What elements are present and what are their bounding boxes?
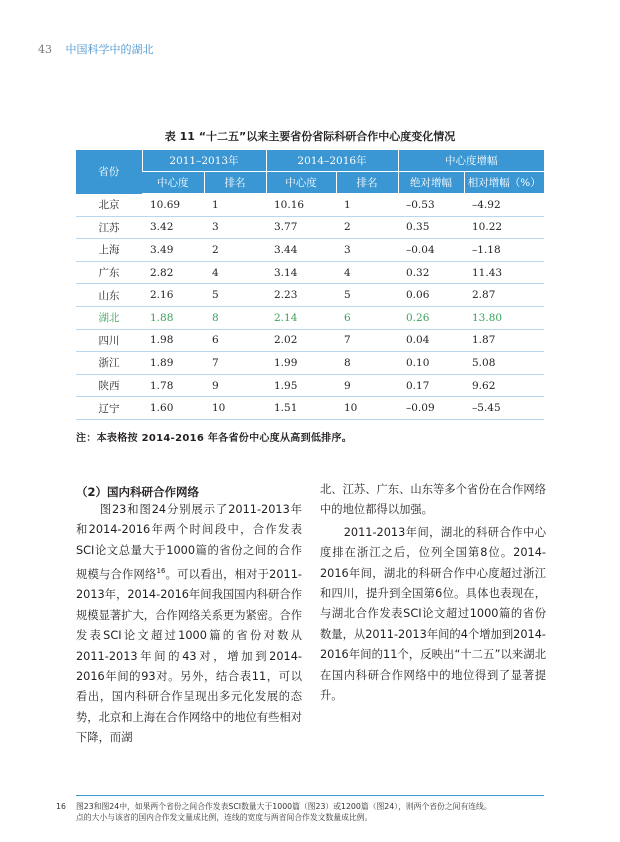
cell-centrality-2: 2.02: [266, 329, 336, 352]
cell-centrality-1: 1.60: [142, 397, 204, 420]
cell-rel-growth: 11.43: [464, 261, 544, 284]
table-row: [76, 306, 544, 329]
cell-abs-growth: –0.09: [398, 397, 464, 420]
cell-rank-1: 7: [204, 352, 266, 375]
header-rank-2: 排名: [336, 172, 398, 194]
section-heading: （2）国内科研合作网络: [76, 485, 200, 499]
cell-abs-growth: 0.32: [398, 261, 464, 284]
cell-rank-1: 10: [204, 397, 266, 420]
footnote-text-1: 图23和图24中，如果两个省份之间合作发表SCI数量大于1000篇（图23）或1200篇（图24），则两个省份之间有连线。: [76, 802, 492, 811]
cell-centrality-2: 1.95: [266, 374, 336, 397]
page-number: 43: [38, 43, 52, 56]
cell-rank-1: 8: [204, 306, 266, 329]
cell-province: 陕西: [76, 374, 142, 397]
cell-province: 广东: [76, 261, 142, 284]
footnote-line-2: 点的大小与该省的国内合作发文量成比例，连线的宽度与两省间合作发文数量成比例。: [76, 813, 373, 822]
cell-abs-growth: –0.04: [398, 239, 464, 262]
cell-abs-growth: 0.04: [398, 329, 464, 352]
cell-centrality-1: 10.69: [142, 194, 204, 217]
table-row: [76, 284, 544, 307]
running-header: [38, 41, 154, 57]
header-abs-growth: 绝对增幅: [398, 172, 464, 194]
footnote-rule: [76, 795, 544, 796]
cell-rank-1: 2: [204, 239, 266, 262]
centrality-table: [76, 150, 544, 420]
cell-abs-growth: 0.06: [398, 284, 464, 307]
cell-abs-growth: 0.35: [398, 216, 464, 239]
cell-centrality-1: 1.88: [142, 306, 204, 329]
cell-rel-growth: 1.87: [464, 329, 544, 352]
cell-centrality-1: 1.89: [142, 352, 204, 375]
cell-rel-growth: 10.22: [464, 216, 544, 239]
paragraph-1: [76, 500, 302, 749]
cell-centrality-1: 3.49: [142, 239, 204, 262]
cell-rel-growth: 9.62: [464, 374, 544, 397]
body-column-left: [76, 500, 302, 749]
cell-rank-2: 4: [336, 261, 398, 284]
header-centrality-2: 中心度: [266, 172, 336, 194]
table-row: [76, 329, 544, 352]
paragraph-1-continued: 北、江苏、广东、山东等多个省份在合作网络中的地位都得以加强。: [320, 483, 546, 517]
cell-province: 山东: [76, 284, 142, 307]
cell-province: 江苏: [76, 216, 142, 239]
table-row: [76, 194, 544, 217]
cell-rank-2: 1: [336, 194, 398, 217]
cell-rank-2: 2: [336, 216, 398, 239]
cell-rank-2: 3: [336, 239, 398, 262]
header-province: 省份: [76, 150, 142, 194]
cell-centrality-2: 3.44: [266, 239, 336, 262]
cell-province: 上海: [76, 239, 142, 262]
cell-rank-2: 8: [336, 352, 398, 375]
cell-province: 湖北: [76, 306, 142, 329]
cell-centrality-1: 2.82: [142, 261, 204, 284]
table-row: [76, 397, 544, 420]
cell-rank-1: 6: [204, 329, 266, 352]
cell-rank-1: 4: [204, 261, 266, 284]
cell-centrality-1: 2.16: [142, 284, 204, 307]
cell-centrality-1: 1.78: [142, 374, 204, 397]
cell-province: 北京: [76, 194, 142, 217]
table-row: [76, 239, 544, 262]
cell-centrality-2: 10.16: [266, 194, 336, 217]
table-row: [76, 261, 544, 284]
cell-centrality-2: 3.14: [266, 261, 336, 284]
table-note: 注：本表格按 2014-2016 年各省份中心度从高到低排序。: [76, 433, 353, 444]
cell-centrality-1: 3.42: [142, 216, 204, 239]
cell-rank-1: 1: [204, 194, 266, 217]
cell-abs-growth: 0.26: [398, 306, 464, 329]
cell-rank-2: 7: [336, 329, 398, 352]
cell-rank-2: 10: [336, 397, 398, 420]
cell-centrality-2: 1.99: [266, 352, 336, 375]
cell-rank-1: 3: [204, 216, 266, 239]
cell-abs-growth: 0.10: [398, 352, 464, 375]
cell-province: 四川: [76, 329, 142, 352]
header-rel-growth: 相对增幅（%）: [464, 172, 544, 194]
cell-rank-1: 5: [204, 284, 266, 307]
cell-rank-2: 5: [336, 284, 398, 307]
cell-abs-growth: 0.17: [398, 374, 464, 397]
paragraph-1-text-a: 图23和图24分别展示了2011-2013年和2014-2016年两个时间段中，合作发表SCI论文总量大于1000篇的省份之间的合作规模与合作网络: [76, 503, 302, 581]
header-rank-1: 排名: [204, 172, 266, 194]
cell-rank-1: 9: [204, 374, 266, 397]
cell-rank-2: 9: [336, 374, 398, 397]
header-period1: 2011–2013年: [142, 150, 266, 172]
cell-abs-growth: –0.53: [398, 194, 464, 217]
footnote-line-1: [56, 801, 556, 812]
footnote-ref: 16: [156, 567, 166, 576]
cell-province: 辽宁: [76, 397, 142, 420]
table-caption: 表 11 “十二五”以来主要省份省际科研合作中心度变化情况: [164, 130, 456, 143]
cell-centrality-2: 3.77: [266, 216, 336, 239]
cell-rank-2: 6: [336, 306, 398, 329]
cell-centrality-2: 1.51: [266, 397, 336, 420]
header-period2: 2014–2016年: [266, 150, 398, 172]
cell-rel-growth: 2.87: [464, 284, 544, 307]
table-row: [76, 374, 544, 397]
paragraph-2: 2011-2013年间，湖北的科研合作中心度排在浙江之后，位列全国第8位。2014-2016年间，湖北的科研合作中心度超过浙江和四川，提升到全国第6位。具体也表现在，与湖北合作发表SCI论文超过1000篇的省份数量，从2011-2013年间的4个增加到2014-2016年间的11个，反映出“十二五”以来湖北在国内科研合作网络中的地位得到了显著提升。: [320, 525, 546, 703]
cell-centrality-2: 2.14: [266, 306, 336, 329]
table-row: [76, 216, 544, 239]
footnote: [56, 801, 556, 823]
body-column-right: [320, 480, 546, 706]
cell-rel-growth: –4.92: [464, 194, 544, 217]
cell-rel-growth: 5.08: [464, 352, 544, 375]
cell-province: 浙江: [76, 352, 142, 375]
cell-centrality-1: 1.98: [142, 329, 204, 352]
header-centrality-1: 中心度: [142, 172, 204, 194]
header-growth: 中心度增幅: [398, 150, 544, 172]
cell-rel-growth: –1.18: [464, 239, 544, 262]
cell-rel-growth: –5.45: [464, 397, 544, 420]
cell-centrality-2: 2.23: [266, 284, 336, 307]
cell-rel-growth: 13.80: [464, 306, 544, 329]
running-title: 中国科学中的湖北: [65, 43, 154, 56]
footnote-number: 16: [56, 802, 66, 811]
paragraph-1-text-b: 。可以看出，相对于2011-2013年，2014-2016年间我国国内科研合作规模显著扩大，合作网络关系更为紧密。合作发表SCI论文超过1000篇的省份对数从2011-2013年间的43对，增加到2014-2016年间的93对。另外，结合表11，可以看出，国内科研合作呈现出多元化发展的态势，北京和上海在合作网络中的地位有些相对下降，而湖: [76, 567, 302, 745]
table-body: [76, 194, 544, 420]
table-row: [76, 352, 544, 375]
